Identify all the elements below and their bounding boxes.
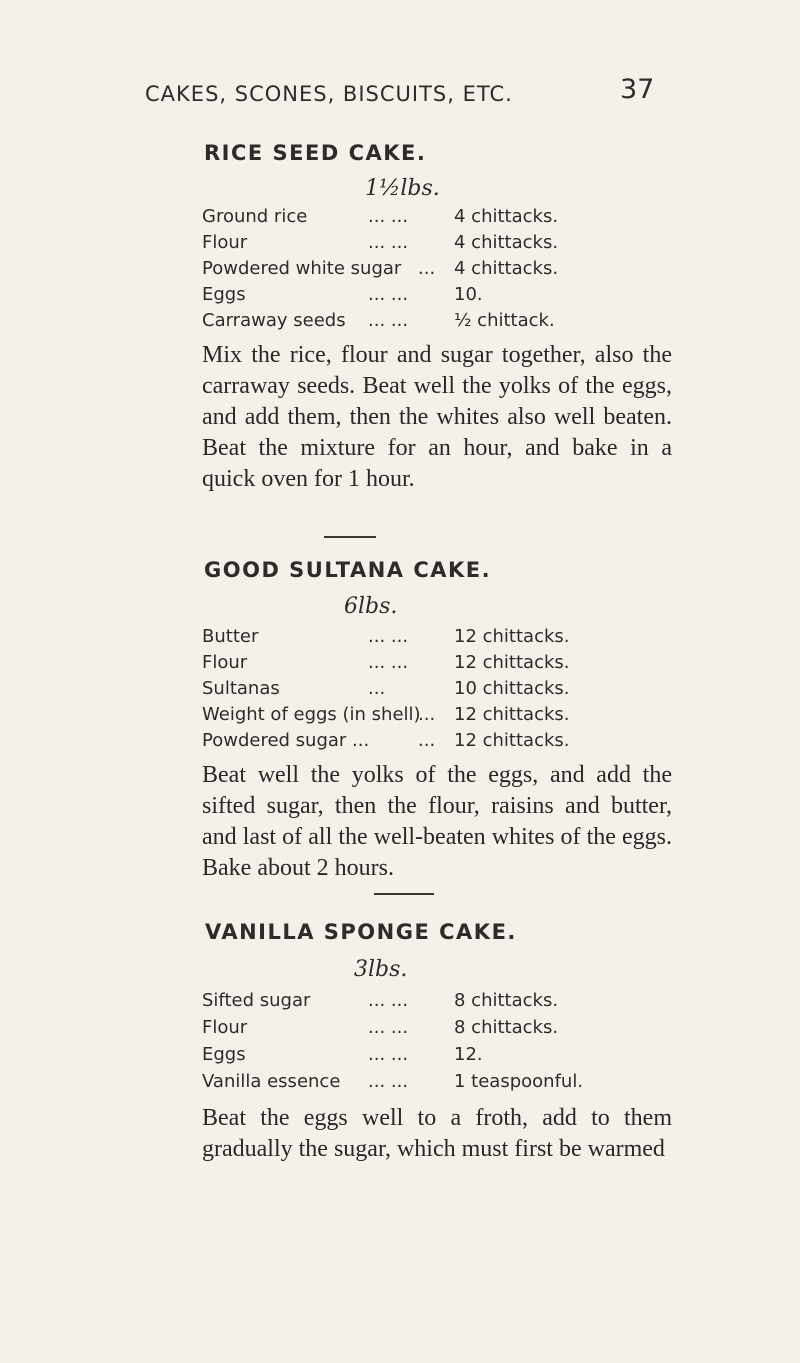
ingredient-quantity: 12 chittacks. — [454, 730, 570, 751]
ingredient-row — [0, 652, 800, 678]
recipe-yield: 1½lbs. — [365, 176, 440, 201]
ingredient-quantity: 1 teaspoonful. — [454, 1071, 584, 1092]
ingredient-dots: ... — [418, 730, 436, 751]
ingredient-quantity: 4 chittacks. — [454, 232, 559, 253]
section-divider — [374, 893, 434, 895]
ingredient-quantity: 12 chittacks. — [454, 626, 570, 647]
recipe-method: Beat the eggs well to a froth, add to them gradually the sugar, which must first be warmed — [202, 1105, 672, 1162]
ingredient-name: Flour — [202, 1017, 248, 1038]
ingredient-quantity: 12 chittacks. — [454, 652, 570, 673]
ingredient-name: Carraway seeds — [202, 310, 346, 331]
ingredient-row — [0, 1071, 800, 1097]
ingredient-dots: ... ... — [368, 652, 409, 673]
recipe-method: Beat well the yolks of the eggs, and add the sifted sugar, then the flour, raisins and butter, and last of all the well-beaten whites of the eggs. Bake about 2 hours. — [202, 762, 672, 881]
ingredient-quantity: 4 chittacks. — [454, 206, 559, 227]
ingredient-dots: ... ... — [368, 1017, 409, 1038]
ingredient-row — [0, 284, 800, 310]
ingredient-row — [0, 206, 800, 232]
ingredient-quantity: 4 chittacks. — [454, 258, 559, 279]
ingredient-name: Powdered white sugar — [202, 258, 402, 279]
ingredient-row — [0, 704, 800, 730]
ingredient-dots: ... ... — [368, 284, 409, 305]
ingredient-dots: ... ... — [368, 626, 409, 647]
ingredient-quantity: 12. — [454, 1044, 483, 1065]
ingredient-name: Sifted sugar — [202, 990, 311, 1011]
ingredient-row — [0, 232, 800, 258]
ingredient-dots: ... ... — [368, 990, 409, 1011]
ingredient-dots: ... — [418, 258, 436, 279]
ingredient-dots: ... ... — [368, 310, 409, 331]
recipe-title: VANILLA SPONGE CAKE. — [205, 920, 517, 944]
recipe-yield: 6lbs. — [344, 594, 398, 619]
recipe-yield: 3lbs. — [354, 957, 408, 982]
ingredient-dots: ... — [418, 704, 436, 725]
ingredient-dots: ... ... — [368, 232, 409, 253]
ingredient-row — [0, 678, 800, 704]
ingredient-name: Eggs — [202, 1044, 246, 1065]
ingredient-row — [0, 1017, 800, 1043]
ingredient-dots: ... ... — [368, 206, 409, 227]
recipe-title: GOOD SULTANA CAKE. — [204, 558, 492, 582]
ingredient-row — [0, 730, 800, 756]
ingredient-quantity: 8 chittacks. — [454, 1017, 559, 1038]
section-divider — [324, 536, 376, 538]
ingredient-dots: ... — [368, 678, 386, 699]
ingredient-quantity: 8 chittacks. — [454, 990, 559, 1011]
ingredient-name: Sultanas — [202, 678, 280, 699]
recipe-title: RICE SEED CAKE. — [204, 141, 427, 165]
running-title: CAKES, SCONES, BISCUITS, ETC. — [145, 82, 513, 106]
ingredient-name: Eggs — [202, 284, 246, 305]
ingredient-row — [0, 258, 800, 284]
ingredient-quantity: 10. — [454, 284, 483, 305]
ingredient-name: Ground rice — [202, 206, 308, 227]
ingredient-name: Vanilla essence — [202, 1071, 341, 1092]
ingredient-name: Flour — [202, 232, 248, 253]
ingredient-dots: ... ... — [368, 1044, 409, 1065]
recipe-method: Mix the rice, flour and sugar together, also the carraway seeds. Beat well the yolks of the eggs, and add them, then the whites also well beaten. Beat the mixture for an hour, and bake in a quick oven for 1 hour. — [202, 342, 672, 492]
ingredient-quantity: ½ chittack. — [454, 310, 555, 331]
ingredient-name: Butter — [202, 626, 259, 647]
ingredient-dots: ... ... — [368, 1071, 409, 1092]
ingredient-row — [0, 990, 800, 1016]
ingredient-quantity: 10 chittacks. — [454, 678, 570, 699]
ingredient-name: Weight of eggs (in shell) — [202, 704, 421, 725]
ingredient-row — [0, 626, 800, 652]
ingredient-row — [0, 310, 800, 336]
ingredient-name: Powdered sugar ... — [202, 730, 370, 751]
page-number: 37 — [620, 74, 655, 105]
ingredient-row — [0, 1044, 800, 1070]
ingredient-name: Flour — [202, 652, 248, 673]
ingredient-quantity: 12 chittacks. — [454, 704, 570, 725]
